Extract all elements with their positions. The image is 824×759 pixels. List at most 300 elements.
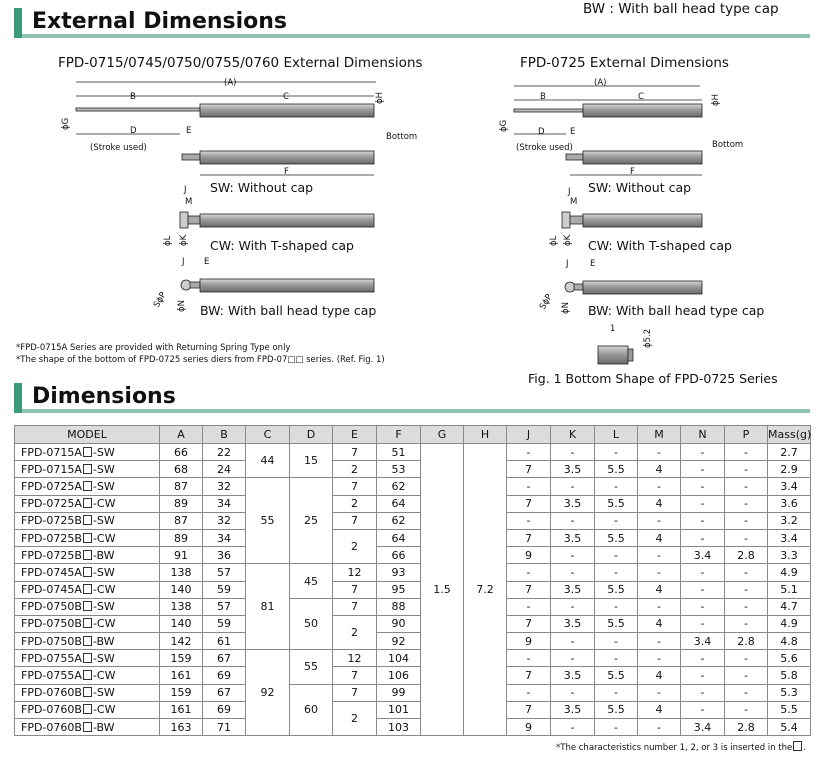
cell-k: -: [551, 719, 595, 736]
cell-e: 7: [333, 444, 377, 461]
cell-p: 2.8: [725, 633, 768, 650]
cell-e: 12: [333, 564, 377, 581]
model-cell: FPD-0725B -BW: [15, 547, 160, 564]
model-cell: FPD-0750B -SW: [15, 598, 160, 615]
cell-m: -: [638, 598, 681, 615]
cell-f: 106: [377, 667, 421, 684]
cell-mass: 2.7: [768, 444, 811, 461]
cell-j: -: [507, 650, 551, 667]
cell-l: -: [595, 564, 638, 581]
cell-p: -: [725, 564, 768, 581]
table-header-row: [15, 426, 811, 444]
cell-n: -: [681, 478, 725, 495]
left-cw-caption: CW: With T-shaped cap: [210, 238, 354, 253]
left-drawing: [61, 78, 417, 312]
cell-n: 3.4: [681, 633, 725, 650]
cell-n: -: [681, 701, 725, 718]
cell-a: 87: [160, 478, 203, 495]
fig1-one-label: 1: [610, 324, 616, 334]
column-header: B: [203, 426, 246, 444]
cell-p: -: [725, 461, 768, 478]
cell-mass: 5.1: [768, 581, 811, 598]
cell-l: -: [595, 478, 638, 495]
cell-mass: 5.4: [768, 719, 811, 736]
cell-m: -: [638, 478, 681, 495]
cell-mass: 3.3: [768, 547, 811, 564]
cell-p: -: [725, 495, 768, 512]
header-accent: [14, 383, 22, 413]
cell-j: 9: [507, 633, 551, 650]
cell-a: 140: [160, 615, 203, 632]
cell-e: 2: [333, 701, 377, 735]
cell-f: 64: [377, 529, 421, 546]
cell-mass: 5.5: [768, 701, 811, 718]
cell-f: 104: [377, 650, 421, 667]
cell-a: 66: [160, 444, 203, 461]
cell-k: 3.5: [551, 615, 595, 632]
table-row: [15, 581, 811, 598]
cell-e: 7: [333, 478, 377, 495]
cell-b: 32: [203, 478, 246, 495]
cell-mass: 3.4: [768, 478, 811, 495]
cell-l: -: [595, 444, 638, 461]
cell-f: 62: [377, 512, 421, 529]
note-line-1: *FPD-0715A Series are provided with Returning Spring Type only: [16, 343, 291, 353]
right-cw-caption: CW: With T-shaped cap: [588, 238, 732, 253]
cell-k: 3.5: [551, 667, 595, 684]
cell-f: 53: [377, 461, 421, 478]
model-cell: FPD-0725B -CW: [15, 529, 160, 546]
right-drawing: [499, 78, 743, 364]
cell-m: -: [638, 564, 681, 581]
dimensions-title: Dimensions: [32, 384, 176, 409]
model-cell: FPD-0750B -CW: [15, 615, 160, 632]
cell-d: 55: [290, 650, 333, 684]
cell-j: 7: [507, 701, 551, 718]
model-cell: FPD-0755A -SW: [15, 650, 160, 667]
cell-j: 9: [507, 547, 551, 564]
cell-g: 1.5: [421, 444, 464, 736]
model-cell: FPD-0750B -BW: [15, 633, 160, 650]
cell-l: -: [595, 719, 638, 736]
cell-b: 67: [203, 684, 246, 701]
cell-mass: 5.6: [768, 650, 811, 667]
cell-mass: 4.9: [768, 615, 811, 632]
cell-f: 66: [377, 547, 421, 564]
dim-label-p: SϕP: [151, 290, 169, 310]
cell-m: -: [638, 444, 681, 461]
table-row: [15, 495, 811, 512]
svg-text:ϕL: ϕL: [549, 235, 559, 246]
cell-mass: 4.7: [768, 598, 811, 615]
cell-d: 15: [290, 444, 333, 478]
cell-j: 7: [507, 461, 551, 478]
cell-mass: 3.4: [768, 529, 811, 546]
cell-j: 7: [507, 529, 551, 546]
cell-l: 5.5: [595, 701, 638, 718]
cell-l: 5.5: [595, 495, 638, 512]
column-header: G: [421, 426, 464, 444]
left-sw-caption: SW: Without cap: [210, 180, 314, 195]
cell-l: -: [595, 598, 638, 615]
cell-a: 161: [160, 701, 203, 718]
top-note: BW : With ball head type cap: [583, 1, 779, 17]
svg-text:(A): (A): [594, 78, 607, 88]
svg-text:ϕH: ϕH: [711, 94, 721, 106]
cell-e: 7: [333, 581, 377, 598]
fig-left-title: FPD-0715/0745/0750/0755/0760 External Dimensions: [58, 55, 423, 71]
svg-text:C: C: [638, 92, 644, 102]
dim-label-g: ϕG: [61, 117, 71, 130]
cell-k: 3.5: [551, 701, 595, 718]
dim-label-f: F: [284, 167, 289, 177]
cell-b: 57: [203, 564, 246, 581]
cell-mass: 5.8: [768, 667, 811, 684]
dim-label-c: C: [283, 92, 289, 102]
dim-label-h: ϕH: [375, 92, 385, 104]
cell-m: -: [638, 547, 681, 564]
cell-j: -: [507, 598, 551, 615]
cell-m: -: [638, 684, 681, 701]
svg-text:ϕN: ϕN: [561, 302, 571, 314]
cell-p: 2.8: [725, 547, 768, 564]
cell-k: 3.5: [551, 581, 595, 598]
cell-mass: 4.9: [768, 564, 811, 581]
svg-text:F: F: [630, 167, 635, 177]
column-header: Mass(g): [768, 426, 811, 444]
table-row: [15, 615, 811, 632]
cell-d: 45: [290, 564, 333, 598]
cell-a: 68: [160, 461, 203, 478]
svg-text:E: E: [204, 257, 210, 267]
cell-b: 67: [203, 650, 246, 667]
table-row: [15, 461, 811, 478]
cell-n: -: [681, 495, 725, 512]
cell-f: 51: [377, 444, 421, 461]
cell-m: 4: [638, 581, 681, 598]
cell-m: -: [638, 650, 681, 667]
dim-label-a: (A): [224, 78, 237, 88]
fig1-body: [598, 346, 628, 364]
cell-k: -: [551, 547, 595, 564]
table-row: [15, 512, 811, 529]
svg-text:Bottom: Bottom: [712, 140, 744, 150]
cell-l: -: [595, 650, 638, 667]
cell-h: 7.2: [464, 444, 507, 736]
dim-label-k: ϕK: [179, 234, 189, 246]
cell-p: -: [725, 615, 768, 632]
cell-m: 4: [638, 615, 681, 632]
cell-l: -: [595, 512, 638, 529]
cell-j: 7: [507, 495, 551, 512]
cell-a: 163: [160, 719, 203, 736]
dimensions-table: [14, 425, 811, 736]
cell-b: 57: [203, 598, 246, 615]
cell-b: 36: [203, 547, 246, 564]
cell-k: -: [551, 684, 595, 701]
svg-text:SϕP: SϕP: [537, 292, 555, 312]
dim-label-d: D: [130, 126, 137, 136]
cell-b: 59: [203, 615, 246, 632]
table-row: [15, 529, 811, 546]
cell-a: 89: [160, 495, 203, 512]
model-cell: FPD-0715A -SW: [15, 444, 160, 461]
table-row: [15, 598, 811, 615]
column-header: MODEL: [15, 426, 160, 444]
cell-k: 3.5: [551, 495, 595, 512]
cell-b: 32: [203, 512, 246, 529]
column-header: P: [725, 426, 768, 444]
cell-n: -: [681, 564, 725, 581]
svg-text:J: J: [568, 187, 571, 197]
cell-j: -: [507, 444, 551, 461]
cell-e: 2: [333, 495, 377, 512]
cell-a: 138: [160, 564, 203, 581]
cell-p: -: [725, 598, 768, 615]
cell-p: -: [725, 581, 768, 598]
cell-c: 55: [246, 478, 290, 564]
note-line-2: *The shape of the bottom of FPD-0725 series diers from FPD-07□□ series. (Ref. Fig. 1): [16, 355, 385, 365]
dim-label-b: B: [130, 92, 136, 102]
cell-p: -: [725, 478, 768, 495]
cell-f: 103: [377, 719, 421, 736]
column-header: K: [551, 426, 595, 444]
cell-c: 81: [246, 564, 290, 650]
cell-e: 7: [333, 684, 377, 701]
cell-e: 7: [333, 512, 377, 529]
cell-a: 159: [160, 650, 203, 667]
cell-b: 34: [203, 495, 246, 512]
cell-p: -: [725, 650, 768, 667]
column-header: N: [681, 426, 725, 444]
svg-text:E: E: [590, 259, 596, 269]
dim-label-l: ϕL: [163, 235, 173, 246]
cell-n: -: [681, 581, 725, 598]
table-row: [15, 547, 811, 564]
cell-n: 3.4: [681, 547, 725, 564]
table-row: [15, 564, 811, 581]
cell-p: 2.8: [725, 719, 768, 736]
cell-m: -: [638, 633, 681, 650]
cell-f: 88: [377, 598, 421, 615]
table-row: [15, 667, 811, 684]
cell-a: 138: [160, 598, 203, 615]
cell-e: 7: [333, 667, 377, 684]
column-header: E: [333, 426, 377, 444]
cell-d: 60: [290, 684, 333, 736]
cell-a: 87: [160, 512, 203, 529]
cell-p: -: [725, 684, 768, 701]
cell-j: -: [507, 478, 551, 495]
cell-n: 3.4: [681, 719, 725, 736]
cell-b: 34: [203, 529, 246, 546]
cell-f: 62: [377, 478, 421, 495]
cell-e: 12: [333, 650, 377, 667]
table-row: [15, 701, 811, 718]
cell-n: -: [681, 512, 725, 529]
cell-a: 142: [160, 633, 203, 650]
table-row: [15, 633, 811, 650]
svg-text:J: J: [566, 259, 569, 269]
column-header: M: [638, 426, 681, 444]
cell-k: -: [551, 633, 595, 650]
cell-f: 95: [377, 581, 421, 598]
right-sw-caption: SW: Without cap: [588, 180, 692, 195]
cell-f: 101: [377, 701, 421, 718]
cell-l: 5.5: [595, 529, 638, 546]
table-row: [15, 684, 811, 701]
model-cell: FPD-0745A -CW: [15, 581, 160, 598]
dim-label-n: ϕN: [177, 300, 187, 312]
cell-mass: 5.3: [768, 684, 811, 701]
table-row: [15, 444, 811, 461]
cell-e: 2: [333, 615, 377, 649]
svg-text:D: D: [538, 127, 545, 137]
dim-label-j: J: [184, 185, 187, 195]
dim-label-m: M: [185, 197, 193, 207]
cell-f: 99: [377, 684, 421, 701]
cell-c: 44: [246, 444, 290, 478]
external-dimensions-title: External Dimensions: [32, 9, 288, 34]
svg-text:B: B: [540, 92, 546, 102]
cell-a: 159: [160, 684, 203, 701]
svg-text:M: M: [570, 197, 578, 207]
svg-text:(Stroke used): (Stroke used): [516, 143, 573, 153]
header-rule: [22, 409, 810, 413]
table-row: [15, 478, 811, 495]
cell-p: -: [725, 512, 768, 529]
model-cell: FPD-0715A -SW: [15, 461, 160, 478]
model-cell: FPD-0760B -CW: [15, 701, 160, 718]
column-header: H: [464, 426, 507, 444]
model-cell: FPD-0725A -SW: [15, 478, 160, 495]
cell-j: 7: [507, 667, 551, 684]
cell-k: -: [551, 444, 595, 461]
stroke-used-label: (Stroke used): [90, 143, 147, 153]
fig1-caption: Fig. 1 Bottom Shape of FPD-0725 Series: [528, 371, 778, 386]
cell-mass: 4.8: [768, 633, 811, 650]
model-cell: FPD-0760B -SW: [15, 684, 160, 701]
dim-label-e: E: [186, 126, 192, 136]
cell-k: -: [551, 478, 595, 495]
cell-k: -: [551, 650, 595, 667]
cell-mass: 3.6: [768, 495, 811, 512]
cell-mass: 2.9: [768, 461, 811, 478]
cell-j: -: [507, 564, 551, 581]
cell-j: 7: [507, 581, 551, 598]
column-header: F: [377, 426, 421, 444]
model-cell: FPD-0725B -SW: [15, 512, 160, 529]
cell-c: 92: [246, 650, 290, 736]
cell-b: 71: [203, 719, 246, 736]
cell-a: 161: [160, 667, 203, 684]
svg-text:ϕG: ϕG: [499, 119, 509, 132]
cell-l: 5.5: [595, 461, 638, 478]
column-header: A: [160, 426, 203, 444]
left-bw-caption: BW: With ball head type cap: [200, 303, 377, 318]
cell-n: -: [681, 615, 725, 632]
column-header: J: [507, 426, 551, 444]
cell-m: -: [638, 512, 681, 529]
cell-n: -: [681, 444, 725, 461]
svg-text:J: J: [182, 257, 185, 267]
table-row: [15, 719, 811, 736]
cell-l: -: [595, 547, 638, 564]
cell-k: -: [551, 564, 595, 581]
cell-n: -: [681, 461, 725, 478]
cell-m: 4: [638, 461, 681, 478]
cell-l: -: [595, 633, 638, 650]
cell-e: 2: [333, 461, 377, 478]
cell-d: 50: [290, 598, 333, 650]
right-bw-caption: BW: With ball head type cap: [588, 303, 765, 318]
model-cell: FPD-0725A -CW: [15, 495, 160, 512]
cell-b: 69: [203, 667, 246, 684]
cylinder-body: [200, 104, 374, 117]
cell-f: 64: [377, 495, 421, 512]
cell-j: 7: [507, 615, 551, 632]
cell-j: 9: [507, 719, 551, 736]
cell-a: 89: [160, 529, 203, 546]
cell-mass: 3.2: [768, 512, 811, 529]
cell-j: -: [507, 684, 551, 701]
cell-j: -: [507, 512, 551, 529]
cell-m: -: [638, 719, 681, 736]
cell-k: -: [551, 512, 595, 529]
cell-e: 7: [333, 598, 377, 615]
cell-l: -: [595, 684, 638, 701]
cell-d: 25: [290, 478, 333, 564]
column-header: L: [595, 426, 638, 444]
cell-l: 5.5: [595, 581, 638, 598]
cell-k: 3.5: [551, 529, 595, 546]
cell-l: 5.5: [595, 667, 638, 684]
cell-m: 4: [638, 529, 681, 546]
cell-n: -: [681, 667, 725, 684]
cell-n: -: [681, 650, 725, 667]
table-row: [15, 650, 811, 667]
cell-n: -: [681, 529, 725, 546]
model-cell: FPD-0745A -SW: [15, 564, 160, 581]
cell-p: -: [725, 667, 768, 684]
cell-l: 5.5: [595, 615, 638, 632]
column-header: D: [290, 426, 333, 444]
cell-b: 22: [203, 444, 246, 461]
cell-m: 4: [638, 701, 681, 718]
cell-b: 69: [203, 701, 246, 718]
dimensions-header: [14, 383, 810, 413]
svg-text:ϕK: ϕK: [563, 234, 573, 246]
cell-k: -: [551, 598, 595, 615]
table-footnote: *The characteristics number 1, 2, or 3 is inserted in the .: [556, 743, 806, 753]
fig-right-title: FPD-0725 External Dimensions: [520, 55, 729, 71]
fig1-dia-label: ϕ5.2: [643, 328, 653, 348]
cell-b: 59: [203, 581, 246, 598]
cell-p: -: [725, 444, 768, 461]
bottom-label: Bottom: [386, 132, 418, 142]
column-header: C: [246, 426, 290, 444]
svg-text:E: E: [570, 127, 576, 137]
cell-n: -: [681, 684, 725, 701]
cell-a: 91: [160, 547, 203, 564]
cell-f: 92: [377, 633, 421, 650]
cell-e: 2: [333, 529, 377, 563]
cell-f: 93: [377, 564, 421, 581]
cell-b: 61: [203, 633, 246, 650]
cell-m: 4: [638, 667, 681, 684]
cell-f: 90: [377, 615, 421, 632]
cell-a: 140: [160, 581, 203, 598]
